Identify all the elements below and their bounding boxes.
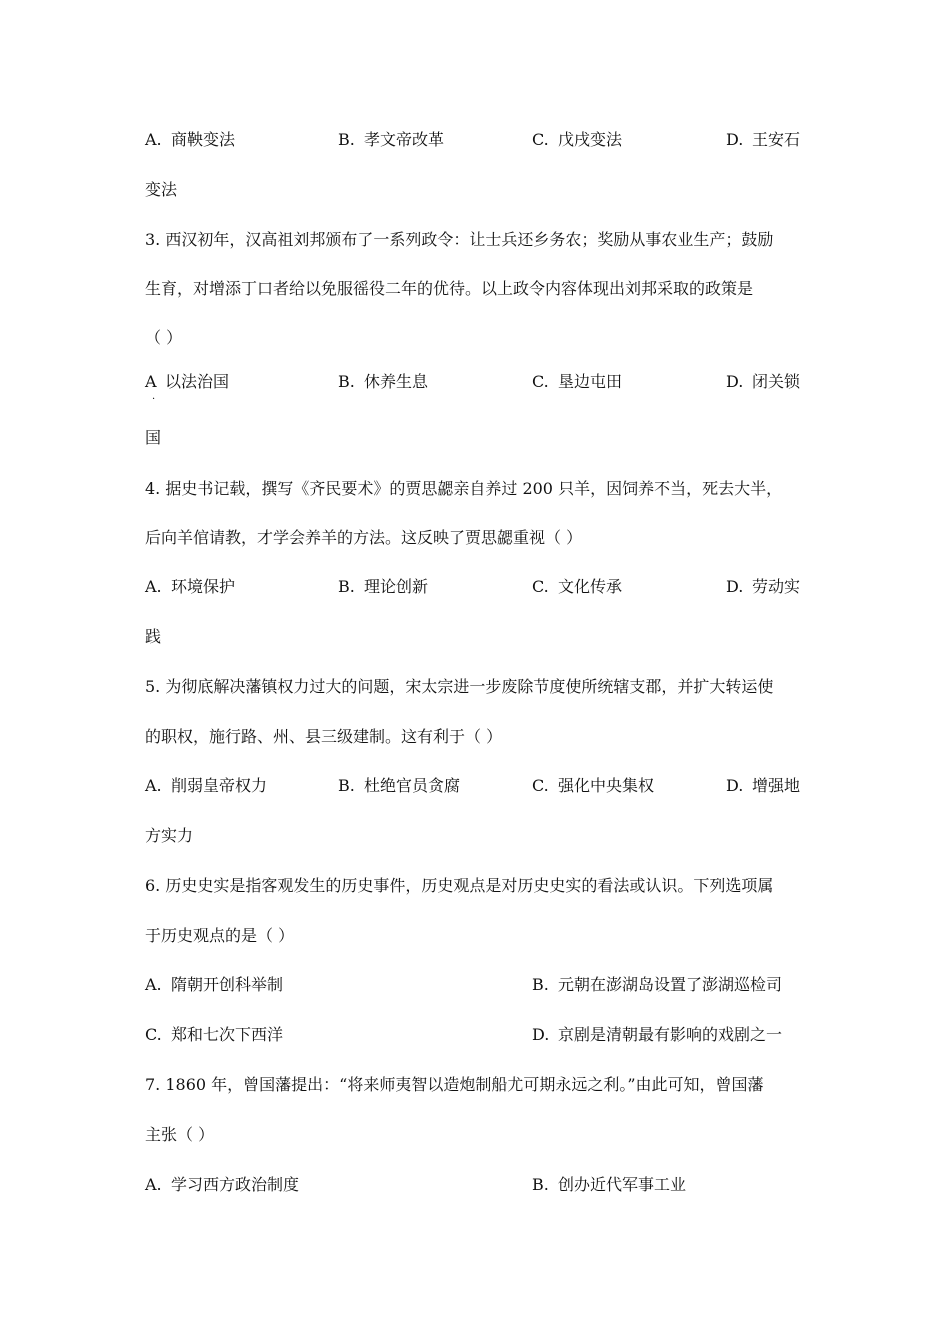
q7-stem-line1: 7. 1860 年，曾国藩提出：“将来师夷智以造炮制船尤可期永远之利。”由此可知，曾国藩 (145, 1075, 764, 1094)
q5-option-c: C. 强化中央集权 (532, 776, 655, 795)
q3-answer-paren: （ ） (145, 328, 183, 347)
q6-stem-line2: 于历史观点的是（ ） (145, 926, 295, 945)
q5-option-wrap: 方实力 (145, 826, 194, 845)
q4-option-a: A. 环境保护 (145, 577, 236, 596)
q6-option-c: C. 郑和七次下西洋 (145, 1025, 284, 1044)
q4-option-c: C. 文化传承 (532, 577, 623, 596)
q4-stem-line2: 后向羊倌请教，才学会养羊的方法。这反映了贾思勰重视（ ） (145, 528, 583, 547)
q3-option-d: D. 闭关锁 (726, 372, 801, 391)
q3-option-a-dot: · (152, 394, 156, 405)
q2-option-a: A. 商鞅变法 (145, 130, 236, 149)
q3-option-c: C. 垦边屯田 (532, 372, 623, 391)
q7-option-b: B. 创办近代军事工业 (532, 1175, 687, 1194)
q5-option-b: B. 杜绝官员贪腐 (338, 776, 461, 795)
q5-stem-line1: 5. 为彻底解决藩镇权力过大的问题，宋太宗进一步废除节度使所统辖支郡，并扩大转运使 (145, 677, 774, 696)
q2-option-d: D. 王安石 (726, 130, 801, 149)
q3-stem-line1: 3. 西汉初年，汉高祖刘邦颁布了一系列政令：让士兵还乡务农；奖励从事农业生产；鼓励 (145, 230, 774, 249)
q5-stem-line2: 的职权，施行路、州、县三级建制。这有利于（ ） (145, 727, 503, 746)
q2-option-wrap: 变法 (145, 180, 178, 199)
q3-stem-line2: 生育，对增添丁口者给以免服徭役二年的优待。以上政令内容体现出刘邦采取的政策是 (145, 279, 754, 298)
q3-option-wrap: 国 (145, 428, 162, 447)
q6-stem-line1: 6. 历史史实是指客观发生的历史事件，历史观点是对历史史实的看法或认识。下列选项属 (145, 876, 774, 895)
q6-option-d: D. 京剧是清朝最有影响的戏剧之一 (532, 1025, 783, 1044)
q2-option-c: C. 戊戌变法 (532, 130, 623, 149)
q6-option-a: A. 隋朝开创科举制 (145, 975, 284, 994)
q3-option-b: B. 休养生息 (338, 372, 429, 391)
q4-stem-line1: 4. 据史书记载，撰写《齐民要术》的贾思勰亲自养过 200 只羊，因饲养不当，死去大半， (145, 479, 783, 498)
q4-option-b: B. 理论创新 (338, 577, 429, 596)
q4-option-wrap: 践 (145, 627, 162, 646)
q7-option-a: A. 学习西方政治制度 (145, 1175, 300, 1194)
q7-stem-line2: 主张（ ） (145, 1125, 215, 1144)
q2-option-b: B. 孝文帝改革 (338, 130, 445, 149)
q5-option-a: A. 削弱皇帝权力 (145, 776, 268, 795)
q4-option-d: D. 劳动实 (726, 577, 801, 596)
q3-option-a: A 以法治国 (145, 372, 230, 391)
q5-option-d: D. 增强地 (726, 776, 801, 795)
q6-option-b: B. 元朝在澎湖岛设置了澎湖巡检司 (532, 975, 783, 994)
